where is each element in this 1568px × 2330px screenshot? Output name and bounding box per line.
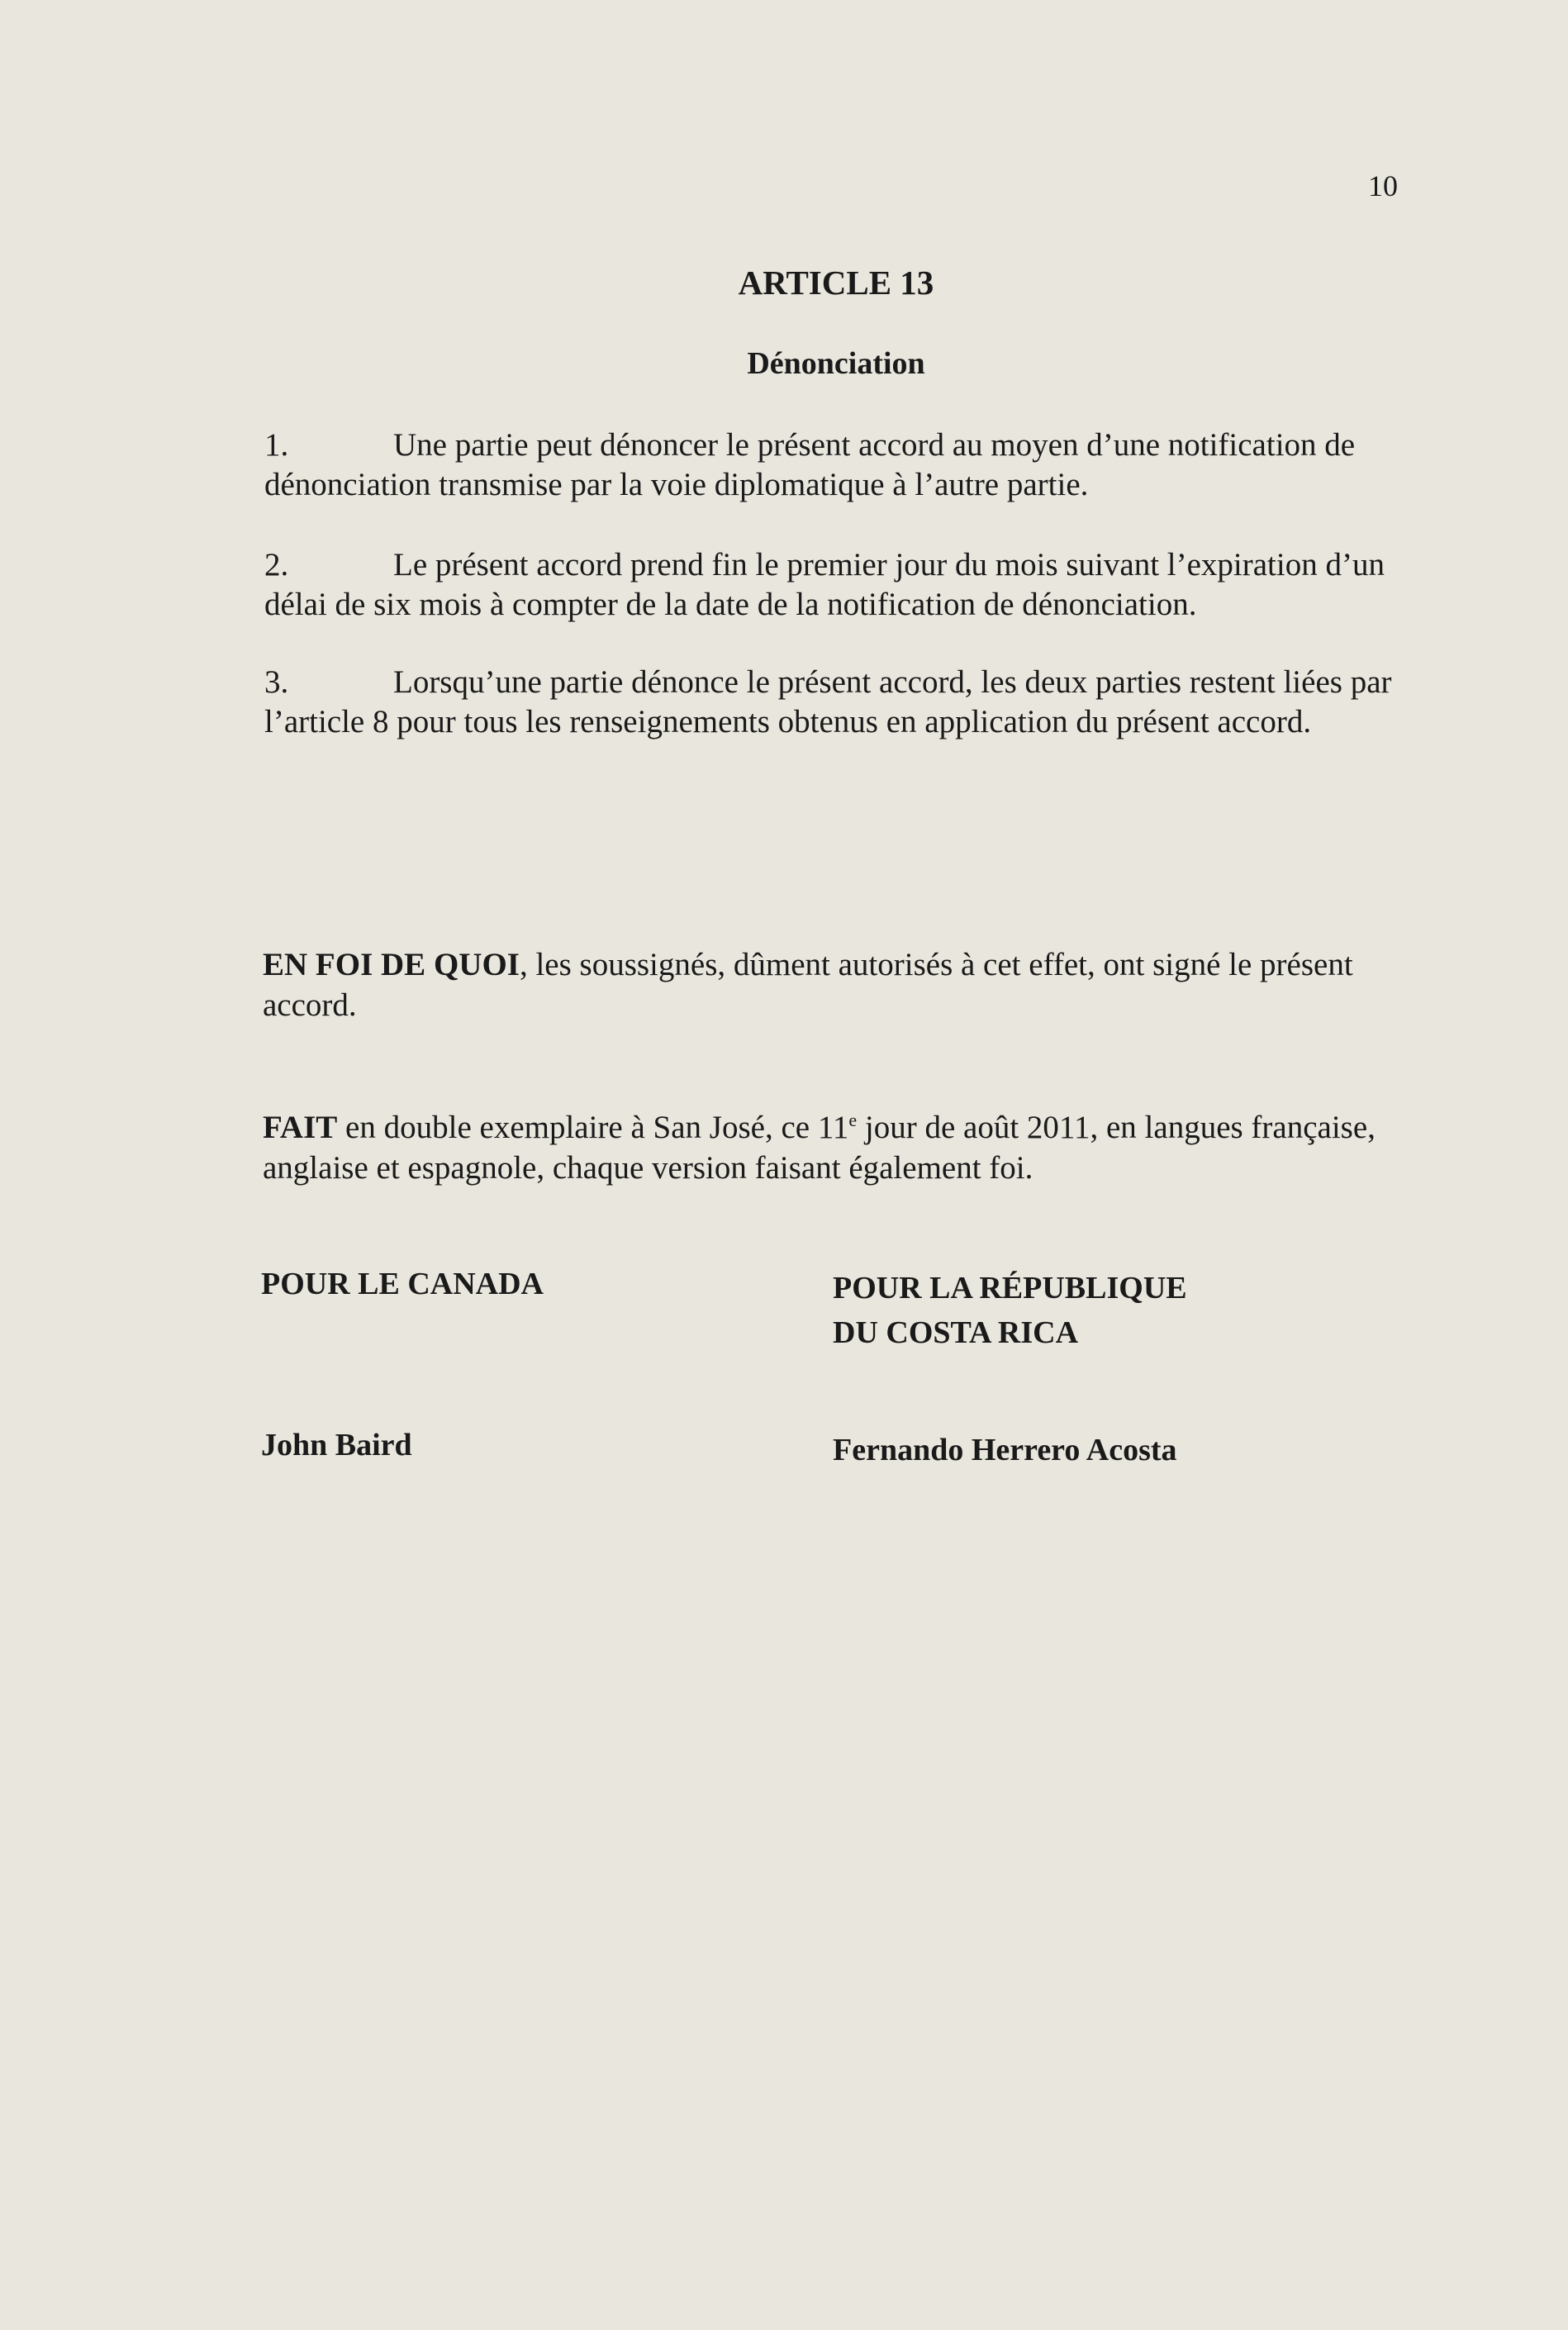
done-clause: [263, 1107, 1411, 1188]
signatory-name-canada: John Baird: [261, 1428, 412, 1462]
witness-text: , les soussignés, dûment autorisés à cet effet, ont signé le présent accord.: [263, 947, 1353, 1023]
article-subtitle: Dénonciation: [747, 346, 925, 381]
paragraph-text: Lorsqu’une partie dénonce le présent accord, les deux parties restent liées par l’article 8 pour tous les renseignements obtenus en application du présent accord.: [264, 664, 1392, 739]
done-superscript: e: [848, 1110, 858, 1130]
signatory-heading-costa-rica: [833, 1266, 1328, 1355]
paragraph-3: [264, 663, 1404, 742]
paragraph-number: 3.: [264, 664, 289, 700]
page-number: 10: [1368, 169, 1398, 202]
signatory-name-costa-rica: Fernando Herrero Acosta: [833, 1433, 1177, 1467]
paragraph-number: 1.: [264, 427, 289, 463]
signatory-heading-line-1: POUR LA RÉPUBLIQUE: [833, 1271, 1187, 1305]
paragraph-1: [264, 426, 1404, 505]
signatory-heading-canada: [261, 1262, 544, 1306]
article-title: ARTICLE 13: [738, 264, 934, 302]
signatory-heading-text: POUR LE CANADA: [261, 1267, 544, 1301]
witness-clause: [263, 944, 1411, 1025]
paragraph-text: Une partie peut dénoncer le présent accord au moyen d’une notification de dénonciation transmise par la voie diplomatique à l’autre partie.: [264, 427, 1356, 502]
done-text-after: jour de août 2011, en langues française, anglaise et espagnole, chaque version faisant également foi.: [263, 1110, 1376, 1186]
paragraph-number: 2.: [264, 547, 289, 582]
done-lead: FAIT: [263, 1110, 338, 1145]
paragraph-text: Le présent accord prend fin le premier jour du mois suivant l’expiration d’un délai de six mois à compter de la date de la notification de dénonciation.: [264, 547, 1385, 622]
signatory-heading-line-2: DU COSTA RICA: [833, 1315, 1079, 1350]
paragraph-2: [264, 545, 1404, 625]
witness-lead: EN FOI DE QUOI: [263, 947, 520, 982]
done-text-before: en double exemplaire à San José, ce 11: [337, 1110, 849, 1145]
